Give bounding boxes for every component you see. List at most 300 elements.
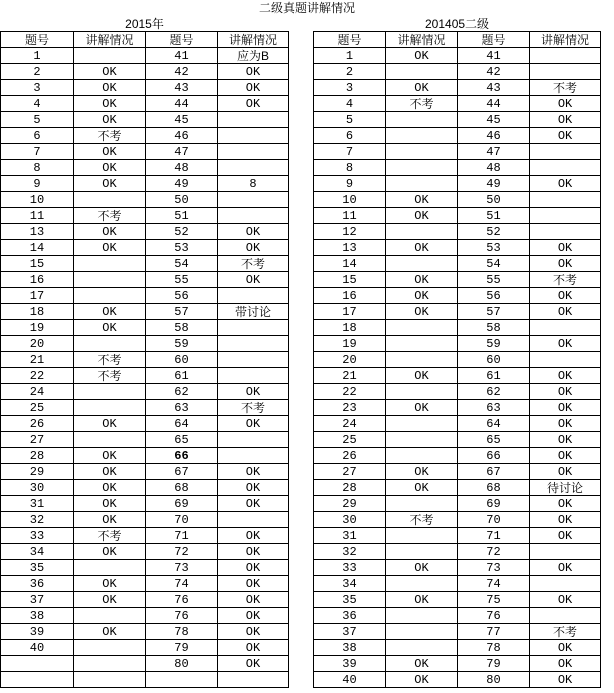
- question-number-cell[interactable]: 39: [314, 656, 386, 672]
- status-cell[interactable]: [218, 432, 289, 448]
- status-cell[interactable]: OK: [218, 464, 289, 480]
- question-number-cell[interactable]: 37: [314, 624, 386, 640]
- question-number-cell[interactable]: 79: [146, 640, 218, 656]
- question-number-cell[interactable]: 50: [458, 192, 530, 208]
- question-number-cell[interactable]: 43: [458, 80, 530, 96]
- question-number-cell[interactable]: 6: [1, 128, 74, 144]
- question-number-cell[interactable]: 49: [146, 176, 218, 192]
- status-cell[interactable]: [74, 400, 146, 416]
- question-number-cell[interactable]: 62: [458, 384, 530, 400]
- status-cell[interactable]: [530, 576, 601, 592]
- status-cell[interactable]: [74, 288, 146, 304]
- question-number-cell[interactable]: 47: [146, 144, 218, 160]
- status-cell[interactable]: OK: [530, 432, 601, 448]
- status-cell[interactable]: 不考: [386, 96, 458, 112]
- question-number-cell[interactable]: 34: [314, 576, 386, 592]
- question-number-cell[interactable]: 14: [1, 240, 74, 256]
- question-number-cell[interactable]: 60: [458, 352, 530, 368]
- status-cell[interactable]: [218, 144, 289, 160]
- status-cell[interactable]: OK: [530, 176, 601, 192]
- status-cell[interactable]: [386, 224, 458, 240]
- status-cell[interactable]: [218, 368, 289, 384]
- status-cell[interactable]: OK: [218, 624, 289, 640]
- question-number-cell[interactable]: [1, 656, 74, 672]
- status-cell[interactable]: [530, 144, 601, 160]
- question-number-cell[interactable]: 18: [314, 320, 386, 336]
- question-number-cell[interactable]: 55: [458, 272, 530, 288]
- status-cell[interactable]: 不考: [218, 256, 289, 272]
- question-number-cell[interactable]: 72: [146, 544, 218, 560]
- question-number-cell[interactable]: 37: [1, 592, 74, 608]
- status-cell[interactable]: [386, 624, 458, 640]
- question-number-cell[interactable]: 33: [1, 528, 74, 544]
- status-cell[interactable]: OK: [386, 400, 458, 416]
- status-cell[interactable]: [218, 320, 289, 336]
- question-number-cell[interactable]: 71: [458, 528, 530, 544]
- status-cell[interactable]: 不考: [74, 352, 146, 368]
- question-number-cell[interactable]: 13: [1, 224, 74, 240]
- status-cell[interactable]: [386, 576, 458, 592]
- status-cell[interactable]: 待讨论: [530, 480, 601, 496]
- status-cell[interactable]: OK: [386, 240, 458, 256]
- question-number-cell[interactable]: 27: [1, 432, 74, 448]
- status-cell[interactable]: [530, 160, 601, 176]
- question-number-cell[interactable]: 29: [1, 464, 74, 480]
- status-cell[interactable]: [218, 192, 289, 208]
- status-cell[interactable]: OK: [74, 544, 146, 560]
- question-number-cell[interactable]: 70: [146, 512, 218, 528]
- status-cell[interactable]: OK: [386, 304, 458, 320]
- status-cell[interactable]: OK: [218, 608, 289, 624]
- status-cell[interactable]: [218, 512, 289, 528]
- question-number-cell[interactable]: 52: [458, 224, 530, 240]
- status-cell[interactable]: OK: [218, 560, 289, 576]
- question-number-cell[interactable]: 14: [314, 256, 386, 272]
- status-cell[interactable]: OK: [218, 640, 289, 656]
- question-number-cell[interactable]: 21: [314, 368, 386, 384]
- question-number-cell[interactable]: 61: [146, 368, 218, 384]
- question-number-cell[interactable]: 46: [146, 128, 218, 144]
- question-number-cell[interactable]: 60: [146, 352, 218, 368]
- question-number-cell[interactable]: 33: [314, 560, 386, 576]
- status-cell[interactable]: [530, 544, 601, 560]
- status-cell[interactable]: OK: [74, 224, 146, 240]
- status-cell[interactable]: 不考: [74, 208, 146, 224]
- question-number-cell[interactable]: 73: [458, 560, 530, 576]
- question-number-cell[interactable]: 50: [146, 192, 218, 208]
- status-cell[interactable]: OK: [218, 240, 289, 256]
- status-cell[interactable]: [386, 544, 458, 560]
- question-number-cell[interactable]: 17: [1, 288, 74, 304]
- question-number-cell[interactable]: 15: [314, 272, 386, 288]
- question-number-cell[interactable]: 75: [458, 592, 530, 608]
- question-number-cell[interactable]: 76: [146, 608, 218, 624]
- status-cell[interactable]: [74, 640, 146, 656]
- question-number-cell[interactable]: 5: [1, 112, 74, 128]
- question-number-cell[interactable]: 20: [1, 336, 74, 352]
- status-cell[interactable]: OK: [530, 592, 601, 608]
- status-cell[interactable]: [386, 336, 458, 352]
- question-number-cell[interactable]: 2: [1, 64, 74, 80]
- status-cell[interactable]: [218, 352, 289, 368]
- question-number-cell[interactable]: 51: [146, 208, 218, 224]
- status-cell[interactable]: OK: [530, 640, 601, 656]
- question-number-cell[interactable]: 6: [314, 128, 386, 144]
- status-cell[interactable]: OK: [218, 416, 289, 432]
- status-cell[interactable]: [218, 208, 289, 224]
- question-number-cell[interactable]: 61: [458, 368, 530, 384]
- status-cell[interactable]: OK: [530, 112, 601, 128]
- question-number-cell[interactable]: 17: [314, 304, 386, 320]
- question-number-cell[interactable]: 40: [1, 640, 74, 656]
- status-cell[interactable]: OK: [386, 368, 458, 384]
- status-cell[interactable]: [74, 384, 146, 400]
- question-number-cell[interactable]: 68: [458, 480, 530, 496]
- status-cell[interactable]: OK: [530, 560, 601, 576]
- status-cell[interactable]: [386, 528, 458, 544]
- question-number-cell[interactable]: 2: [314, 64, 386, 80]
- question-number-cell[interactable]: 41: [458, 48, 530, 64]
- status-cell[interactable]: OK: [386, 480, 458, 496]
- question-number-cell[interactable]: 32: [1, 512, 74, 528]
- question-number-cell[interactable]: 35: [314, 592, 386, 608]
- status-cell[interactable]: OK: [386, 272, 458, 288]
- status-cell[interactable]: OK: [530, 288, 601, 304]
- question-number-cell[interactable]: 48: [146, 160, 218, 176]
- question-number-cell[interactable]: 29: [314, 496, 386, 512]
- question-number-cell[interactable]: 74: [458, 576, 530, 592]
- question-number-cell[interactable]: 66: [146, 448, 218, 464]
- status-cell[interactable]: OK: [530, 336, 601, 352]
- status-cell[interactable]: [218, 160, 289, 176]
- status-cell[interactable]: OK: [530, 304, 601, 320]
- question-number-cell[interactable]: 26: [1, 416, 74, 432]
- question-number-cell[interactable]: 71: [146, 528, 218, 544]
- status-cell[interactable]: OK: [386, 48, 458, 64]
- status-cell[interactable]: [218, 448, 289, 464]
- question-number-cell[interactable]: [146, 672, 218, 688]
- question-number-cell[interactable]: 8: [1, 160, 74, 176]
- status-cell[interactable]: OK: [218, 592, 289, 608]
- status-cell[interactable]: [386, 432, 458, 448]
- question-number-cell[interactable]: 69: [146, 496, 218, 512]
- question-number-cell[interactable]: 28: [314, 480, 386, 496]
- status-cell[interactable]: [386, 256, 458, 272]
- question-number-cell[interactable]: 47: [458, 144, 530, 160]
- status-cell[interactable]: 不考: [74, 368, 146, 384]
- question-number-cell[interactable]: 54: [146, 256, 218, 272]
- question-number-cell[interactable]: 38: [1, 608, 74, 624]
- question-number-cell[interactable]: 30: [1, 480, 74, 496]
- question-number-cell[interactable]: 11: [314, 208, 386, 224]
- status-cell[interactable]: 不考: [530, 624, 601, 640]
- question-number-cell[interactable]: 64: [146, 416, 218, 432]
- status-cell[interactable]: OK: [218, 64, 289, 80]
- question-number-cell[interactable]: 44: [458, 96, 530, 112]
- status-cell[interactable]: OK: [530, 656, 601, 672]
- question-number-cell[interactable]: 65: [146, 432, 218, 448]
- question-number-cell[interactable]: 56: [458, 288, 530, 304]
- question-number-cell[interactable]: 32: [314, 544, 386, 560]
- question-number-cell[interactable]: 76: [458, 608, 530, 624]
- question-number-cell[interactable]: 36: [1, 576, 74, 592]
- question-number-cell[interactable]: 49: [458, 176, 530, 192]
- question-number-cell[interactable]: 73: [146, 560, 218, 576]
- status-cell[interactable]: 不考: [530, 272, 601, 288]
- status-cell[interactable]: OK: [530, 496, 601, 512]
- question-number-cell[interactable]: 5: [314, 112, 386, 128]
- status-cell[interactable]: 应为B: [218, 48, 289, 64]
- question-number-cell[interactable]: 7: [1, 144, 74, 160]
- status-cell[interactable]: OK: [74, 144, 146, 160]
- status-cell[interactable]: OK: [530, 368, 601, 384]
- status-cell[interactable]: OK: [74, 176, 146, 192]
- status-cell[interactable]: OK: [386, 288, 458, 304]
- status-cell[interactable]: OK: [386, 80, 458, 96]
- question-number-cell[interactable]: 30: [314, 512, 386, 528]
- status-cell[interactable]: [386, 448, 458, 464]
- status-cell[interactable]: OK: [74, 512, 146, 528]
- question-number-cell[interactable]: 9: [314, 176, 386, 192]
- question-number-cell[interactable]: 31: [1, 496, 74, 512]
- status-cell[interactable]: OK: [530, 464, 601, 480]
- question-number-cell[interactable]: 35: [1, 560, 74, 576]
- status-cell[interactable]: [74, 192, 146, 208]
- question-number-cell[interactable]: 26: [314, 448, 386, 464]
- status-cell[interactable]: [386, 176, 458, 192]
- question-number-cell[interactable]: 22: [314, 384, 386, 400]
- status-cell[interactable]: OK: [74, 448, 146, 464]
- status-cell[interactable]: [386, 384, 458, 400]
- question-number-cell[interactable]: 41: [146, 48, 218, 64]
- status-cell[interactable]: OK: [218, 576, 289, 592]
- question-number-cell[interactable]: 15: [1, 256, 74, 272]
- status-cell[interactable]: OK: [74, 112, 146, 128]
- question-number-cell[interactable]: 80: [458, 672, 530, 688]
- question-number-cell[interactable]: 7: [314, 144, 386, 160]
- status-cell[interactable]: OK: [530, 384, 601, 400]
- status-cell[interactable]: [530, 192, 601, 208]
- question-number-cell[interactable]: 57: [458, 304, 530, 320]
- question-number-cell[interactable]: 25: [1, 400, 74, 416]
- question-number-cell[interactable]: 46: [458, 128, 530, 144]
- status-cell[interactable]: [218, 336, 289, 352]
- status-cell[interactable]: [386, 416, 458, 432]
- status-cell[interactable]: OK: [530, 416, 601, 432]
- status-cell[interactable]: [386, 112, 458, 128]
- question-number-cell[interactable]: 3: [314, 80, 386, 96]
- status-cell[interactable]: [386, 640, 458, 656]
- question-number-cell[interactable]: 80: [146, 656, 218, 672]
- question-number-cell[interactable]: 72: [458, 544, 530, 560]
- status-cell[interactable]: 8: [218, 176, 289, 192]
- question-number-cell[interactable]: 66: [458, 448, 530, 464]
- status-cell[interactable]: [530, 320, 601, 336]
- question-number-cell[interactable]: 38: [314, 640, 386, 656]
- question-number-cell[interactable]: 42: [146, 64, 218, 80]
- question-number-cell[interactable]: 78: [146, 624, 218, 640]
- question-number-cell[interactable]: 69: [458, 496, 530, 512]
- status-cell[interactable]: [386, 352, 458, 368]
- status-cell[interactable]: OK: [530, 528, 601, 544]
- status-cell[interactable]: OK: [218, 496, 289, 512]
- status-cell[interactable]: [530, 208, 601, 224]
- status-cell[interactable]: [74, 672, 146, 688]
- question-number-cell[interactable]: 67: [146, 464, 218, 480]
- question-number-cell[interactable]: 1: [1, 48, 74, 64]
- question-number-cell[interactable]: 55: [146, 272, 218, 288]
- status-cell[interactable]: OK: [218, 80, 289, 96]
- question-number-cell[interactable]: 63: [458, 400, 530, 416]
- status-cell[interactable]: 不考: [386, 512, 458, 528]
- question-number-cell[interactable]: 58: [458, 320, 530, 336]
- status-cell[interactable]: OK: [74, 576, 146, 592]
- status-cell[interactable]: [74, 48, 146, 64]
- question-number-cell[interactable]: 28: [1, 448, 74, 464]
- question-number-cell[interactable]: 52: [146, 224, 218, 240]
- status-cell[interactable]: OK: [218, 384, 289, 400]
- status-cell[interactable]: OK: [218, 480, 289, 496]
- status-cell[interactable]: [386, 320, 458, 336]
- question-number-cell[interactable]: 54: [458, 256, 530, 272]
- status-cell[interactable]: [530, 224, 601, 240]
- status-cell[interactable]: OK: [530, 240, 601, 256]
- status-cell[interactable]: OK: [218, 656, 289, 672]
- status-cell[interactable]: [530, 48, 601, 64]
- status-cell[interactable]: OK: [530, 512, 601, 528]
- question-number-cell[interactable]: 24: [1, 384, 74, 400]
- question-number-cell[interactable]: 42: [458, 64, 530, 80]
- question-number-cell[interactable]: 63: [146, 400, 218, 416]
- status-cell[interactable]: OK: [74, 464, 146, 480]
- status-cell[interactable]: [74, 336, 146, 352]
- question-number-cell[interactable]: 45: [146, 112, 218, 128]
- question-number-cell[interactable]: 25: [314, 432, 386, 448]
- question-number-cell[interactable]: 22: [1, 368, 74, 384]
- status-cell[interactable]: OK: [74, 240, 146, 256]
- question-number-cell[interactable]: 19: [314, 336, 386, 352]
- status-cell[interactable]: OK: [530, 672, 601, 688]
- status-cell[interactable]: 带讨论: [218, 304, 289, 320]
- question-number-cell[interactable]: 40: [314, 672, 386, 688]
- question-number-cell[interactable]: 9: [1, 176, 74, 192]
- status-cell[interactable]: OK: [74, 96, 146, 112]
- question-number-cell[interactable]: 78: [458, 640, 530, 656]
- status-cell[interactable]: OK: [386, 560, 458, 576]
- question-number-cell[interactable]: 74: [146, 576, 218, 592]
- question-number-cell[interactable]: 10: [314, 192, 386, 208]
- question-number-cell[interactable]: 4: [314, 96, 386, 112]
- status-cell[interactable]: OK: [74, 416, 146, 432]
- status-cell[interactable]: [74, 608, 146, 624]
- question-number-cell[interactable]: 53: [146, 240, 218, 256]
- status-cell[interactable]: OK: [530, 96, 601, 112]
- question-number-cell[interactable]: 21: [1, 352, 74, 368]
- status-cell[interactable]: OK: [74, 624, 146, 640]
- question-number-cell[interactable]: 65: [458, 432, 530, 448]
- question-number-cell[interactable]: 36: [314, 608, 386, 624]
- question-number-cell[interactable]: 67: [458, 464, 530, 480]
- question-number-cell[interactable]: 4: [1, 96, 74, 112]
- status-cell[interactable]: [74, 432, 146, 448]
- question-number-cell[interactable]: 34: [1, 544, 74, 560]
- question-number-cell[interactable]: 31: [314, 528, 386, 544]
- status-cell[interactable]: OK: [386, 672, 458, 688]
- question-number-cell[interactable]: 59: [458, 336, 530, 352]
- question-number-cell[interactable]: 16: [314, 288, 386, 304]
- status-cell[interactable]: OK: [530, 256, 601, 272]
- status-cell[interactable]: [218, 128, 289, 144]
- status-cell[interactable]: [386, 128, 458, 144]
- question-number-cell[interactable]: 53: [458, 240, 530, 256]
- status-cell[interactable]: 不考: [74, 528, 146, 544]
- status-cell[interactable]: [386, 608, 458, 624]
- status-cell[interactable]: OK: [74, 64, 146, 80]
- status-cell[interactable]: [386, 160, 458, 176]
- question-number-cell[interactable]: 51: [458, 208, 530, 224]
- status-cell[interactable]: OK: [74, 320, 146, 336]
- status-cell[interactable]: [74, 256, 146, 272]
- question-number-cell[interactable]: 44: [146, 96, 218, 112]
- question-number-cell[interactable]: 10: [1, 192, 74, 208]
- status-cell[interactable]: [386, 496, 458, 512]
- status-cell[interactable]: OK: [386, 192, 458, 208]
- status-cell[interactable]: [218, 112, 289, 128]
- question-number-cell[interactable]: [1, 672, 74, 688]
- question-number-cell[interactable]: 11: [1, 208, 74, 224]
- status-cell[interactable]: [386, 64, 458, 80]
- question-number-cell[interactable]: 56: [146, 288, 218, 304]
- status-cell[interactable]: OK: [386, 208, 458, 224]
- status-cell[interactable]: OK: [218, 544, 289, 560]
- question-number-cell[interactable]: 23: [314, 400, 386, 416]
- status-cell[interactable]: 不考: [530, 80, 601, 96]
- question-number-cell[interactable]: 24: [314, 416, 386, 432]
- status-cell[interactable]: OK: [530, 128, 601, 144]
- status-cell[interactable]: OK: [386, 592, 458, 608]
- status-cell[interactable]: OK: [530, 400, 601, 416]
- question-number-cell[interactable]: 16: [1, 272, 74, 288]
- question-number-cell[interactable]: 45: [458, 112, 530, 128]
- status-cell[interactable]: OK: [386, 656, 458, 672]
- status-cell[interactable]: OK: [74, 592, 146, 608]
- status-cell[interactable]: OK: [218, 272, 289, 288]
- question-number-cell[interactable]: 39: [1, 624, 74, 640]
- status-cell[interactable]: OK: [530, 448, 601, 464]
- status-cell[interactable]: OK: [218, 224, 289, 240]
- question-number-cell[interactable]: 58: [146, 320, 218, 336]
- question-number-cell[interactable]: 43: [146, 80, 218, 96]
- status-cell[interactable]: [74, 656, 146, 672]
- status-cell[interactable]: [530, 352, 601, 368]
- question-number-cell[interactable]: 68: [146, 480, 218, 496]
- status-cell[interactable]: OK: [386, 464, 458, 480]
- status-cell[interactable]: [530, 608, 601, 624]
- question-number-cell[interactable]: 79: [458, 656, 530, 672]
- status-cell[interactable]: [386, 144, 458, 160]
- question-number-cell[interactable]: 59: [146, 336, 218, 352]
- question-number-cell[interactable]: 57: [146, 304, 218, 320]
- status-cell[interactable]: OK: [74, 304, 146, 320]
- status-cell[interactable]: [218, 672, 289, 688]
- status-cell[interactable]: [530, 64, 601, 80]
- question-number-cell[interactable]: 8: [314, 160, 386, 176]
- status-cell[interactable]: 不考: [74, 128, 146, 144]
- status-cell[interactable]: [218, 288, 289, 304]
- question-number-cell[interactable]: 27: [314, 464, 386, 480]
- question-number-cell[interactable]: 76: [146, 592, 218, 608]
- question-number-cell[interactable]: 1: [314, 48, 386, 64]
